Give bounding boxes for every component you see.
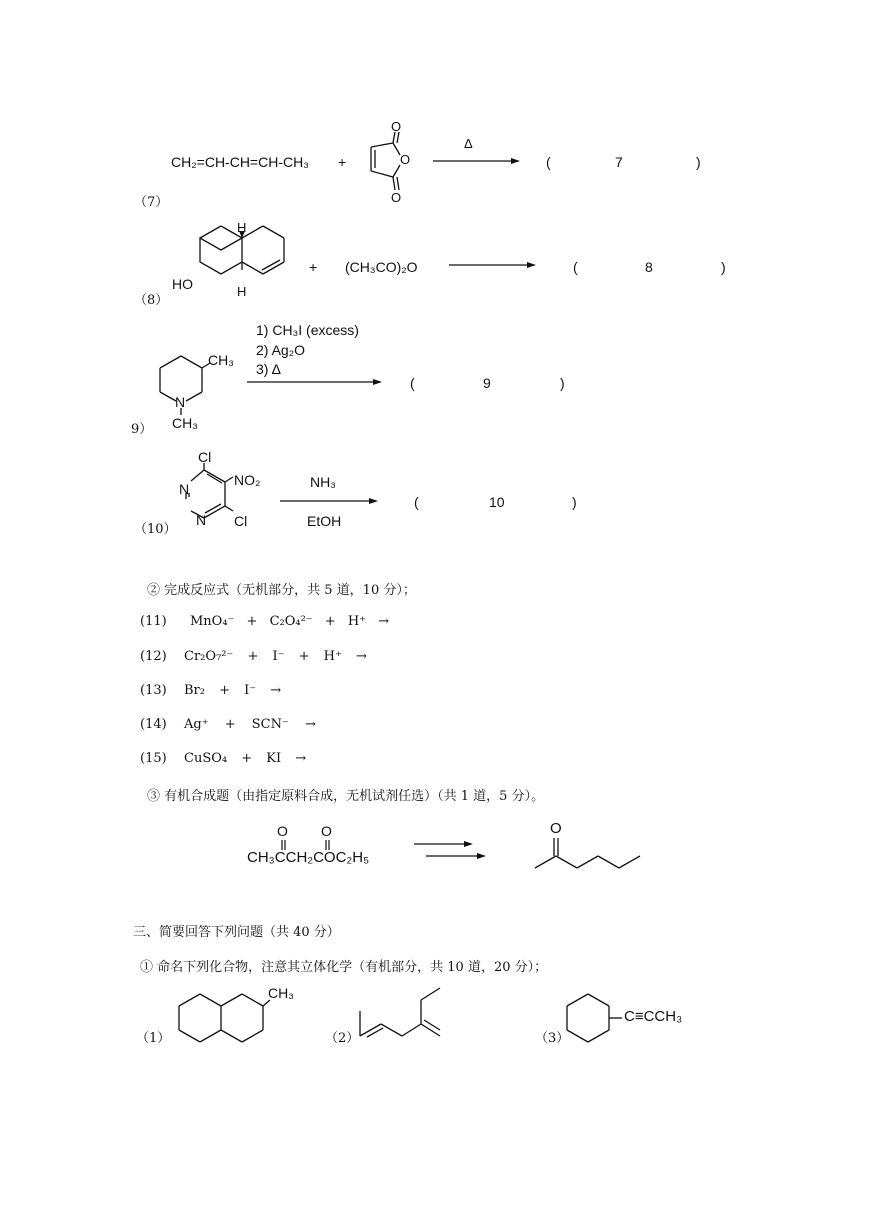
ring-nitrogen-2: N (196, 512, 207, 528)
equation-12: Cr₂O₇²⁻ + I⁻ + H⁺ → (184, 649, 367, 664)
nitro-group: NO₂ (234, 472, 261, 488)
equation-15: CuSO₄ + KI → (184, 751, 307, 766)
answer-close-8: ) (721, 259, 726, 275)
answer-blank-8[interactable]: 8 (645, 259, 653, 275)
reactant-diene: CH₂=CH-CH=CH-CH₃ (171, 154, 309, 170)
chloro-top: Cl (198, 449, 212, 465)
ring-o: O (400, 152, 411, 167)
equation-14: Ag⁺ + SCN⁻ → (184, 717, 316, 732)
h-bottom: H (237, 284, 247, 299)
ketone-o-1: O (277, 823, 288, 839)
question-number-13: (13) (140, 683, 167, 698)
carbonyl-o-top: O (391, 119, 402, 134)
answer-open-10: ( (414, 494, 419, 510)
answer-blank-9[interactable]: 9 (483, 375, 491, 391)
question-number-14: (14) (140, 717, 167, 732)
hydroxyl-label: HO (172, 276, 193, 292)
n-methyl-label: CH₃ (172, 415, 198, 431)
answer-open-9: ( (410, 375, 415, 391)
plus-sign: + (309, 259, 318, 275)
product-ketone-o: O (550, 820, 562, 837)
question-number-8: （8） (134, 293, 169, 308)
section-3-heading: 三、简要回答下列问题（共 40 分） (133, 925, 340, 940)
plus-sign: + (338, 154, 347, 170)
question-number-10: （10） (134, 522, 177, 537)
question-number-s3: （3） (535, 1031, 570, 1046)
equation-13: Br₂ + I⁻ → (184, 683, 282, 698)
ethyl-acetoacetate: CH₃CCH₂COC₂H₅ (247, 849, 370, 866)
answer-open-7: ( (546, 154, 551, 170)
section-3-subheading: ① 命名下列化合物，注意其立体化学（有机部分，共 10 道，20 分）； (140, 960, 548, 975)
question-number-12: (12) (140, 649, 167, 664)
carbonyl-o-bottom: O (391, 190, 402, 205)
nitrogen-label: N (175, 394, 186, 410)
condition-1: 1) CH₃I (excess) (256, 322, 359, 338)
answer-close-10: ) (572, 494, 577, 510)
question-number-s2: （2） (325, 1031, 360, 1046)
answer-blank-7[interactable]: 7 (615, 154, 623, 170)
ring-nitrogen-1: N (179, 481, 190, 497)
ch3-substituent: CH₃ (208, 352, 234, 368)
question-number-s1: （1） (136, 1031, 171, 1046)
answer-blank-10[interactable]: 10 (489, 494, 505, 510)
condition-2: 2) Ag₂O (256, 342, 306, 358)
question-number-7: （7） (134, 195, 169, 210)
question-number-11: (11) (140, 614, 167, 629)
equation-11: MnO₄⁻ + C₂O₄²⁻ + H⁺ → (190, 614, 390, 629)
h-top: H (237, 220, 247, 235)
question-number-9: 9） (131, 422, 153, 437)
chloro-bottom: Cl (234, 513, 248, 529)
reagent-ammonia: NH₃ (310, 474, 336, 490)
answer-open-8: ( (573, 259, 578, 275)
solvent-ethanol: EtOH (307, 513, 342, 529)
acetic-anhydride: (CH₃CO)₂O (345, 259, 418, 275)
synthesis-heading: ③ 有机合成题（由指定原料合成，无机试剂任选）（共 1 道，5 分）。 (147, 789, 545, 804)
propynyl-label: C≡CCH₃ (624, 1008, 683, 1025)
inorganic-heading: ② 完成反应式（无机部分，共 5 道，10 分）； (147, 583, 416, 598)
answer-close-9: ) (560, 375, 565, 391)
answer-close-7: ) (696, 154, 701, 170)
methyl-label-1: CH₃ (268, 985, 294, 1001)
heat-condition: Δ (464, 136, 473, 151)
ketone-o-2: O (321, 823, 332, 839)
question-number-15: (15) (140, 751, 167, 766)
condition-3: 3) Δ (256, 361, 281, 377)
